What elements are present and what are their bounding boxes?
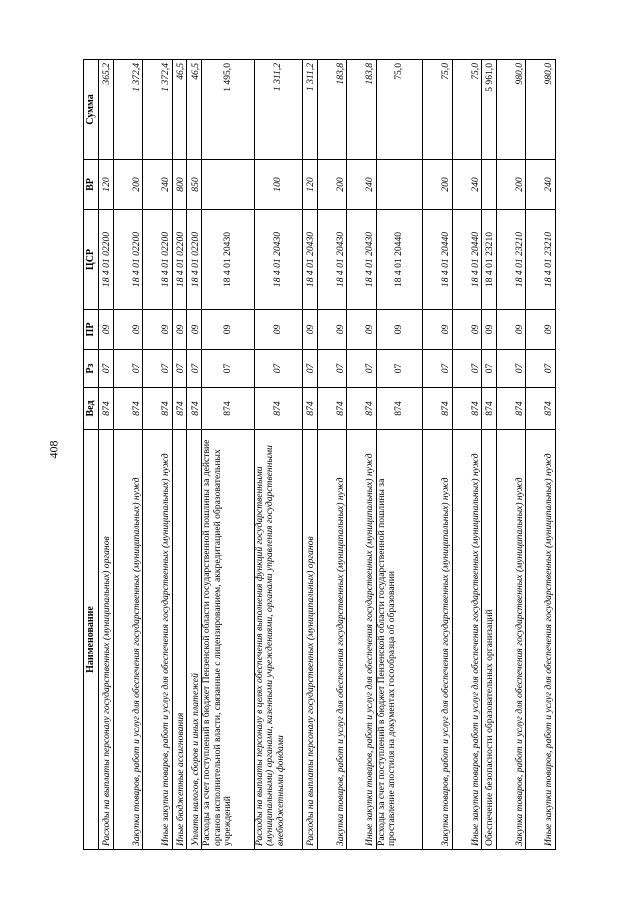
table-row bbox=[99, 60, 114, 850]
row-ved: 874 bbox=[423, 388, 452, 430]
row-rz: 07 bbox=[526, 350, 556, 388]
row-pr: 09 bbox=[376, 310, 422, 350]
row-sum: 1 372,4 bbox=[113, 60, 142, 160]
table-row bbox=[172, 60, 187, 850]
row-sum: 75,0 bbox=[376, 60, 422, 160]
row-vr: 240 bbox=[347, 160, 376, 210]
row-name: Закупка товаров, работ и услуг для обеспечения государственных (муниципальных) нужд bbox=[423, 430, 452, 850]
row-vr: 800 bbox=[172, 160, 187, 210]
row-csr: 18 4 01 20440 bbox=[376, 210, 422, 310]
row-pr: 09 bbox=[99, 310, 114, 350]
row-ved: 874 bbox=[172, 388, 187, 430]
table-row bbox=[347, 60, 376, 850]
row-rz: 07 bbox=[99, 350, 114, 388]
row-name: Иные закупки товаров, работ и услуг для обеспечения государственных (муниципальных) нужд bbox=[452, 430, 481, 850]
row-name: Иные бюджетные ассигнования bbox=[172, 430, 187, 850]
row-ved: 874 bbox=[143, 388, 172, 430]
row-ved: 874 bbox=[303, 388, 318, 430]
table-row bbox=[113, 60, 142, 850]
row-pr: 09 bbox=[526, 310, 556, 350]
row-vr: 120 bbox=[99, 160, 114, 210]
row-name: Уплата налогов, сборов и иных платежей bbox=[187, 430, 202, 850]
row-vr: 240 bbox=[452, 160, 481, 210]
row-sum: 183,8 bbox=[347, 60, 376, 160]
row-vr: 200 bbox=[496, 160, 525, 210]
row-pr: 09 bbox=[317, 310, 346, 350]
row-vr: 200 bbox=[317, 160, 346, 210]
row-sum: 980,0 bbox=[526, 60, 556, 160]
table-row bbox=[482, 60, 497, 850]
budget-table bbox=[83, 59, 556, 850]
row-sum: 46,5 bbox=[187, 60, 202, 160]
row-rz: 07 bbox=[347, 350, 376, 388]
row-ved: 874 bbox=[99, 388, 114, 430]
row-csr: 18 4 01 02200 bbox=[99, 210, 114, 310]
row-name: Обеспечение безопасности образовательных организаций bbox=[482, 430, 497, 850]
row-sum: 365,2 bbox=[99, 60, 114, 160]
row-pr: 09 bbox=[482, 310, 497, 350]
row-csr: 18 4 01 20430 bbox=[317, 210, 346, 310]
row-name: Расходы за счет поступлений в бюджет Пензенской области государственной пошлины за действие органов исполнительной власти, связанные с лицензированием, аккредитацией образовательных учреждений bbox=[202, 430, 255, 850]
row-rz: 07 bbox=[172, 350, 187, 388]
row-name: Расходы за счет поступлений в бюджет Пензенской области государственной пошлины за проставление апостиля на документах госообразца об образовании bbox=[376, 430, 422, 850]
row-vr: 240 bbox=[143, 160, 172, 210]
row-pr: 09 bbox=[423, 310, 452, 350]
row-pr: 09 bbox=[113, 310, 142, 350]
table-row bbox=[317, 60, 346, 850]
row-rz: 07 bbox=[423, 350, 452, 388]
rotated-page-content bbox=[83, 60, 556, 850]
table-rotation-frame bbox=[83, 60, 556, 850]
table-row bbox=[423, 60, 452, 850]
row-rz: 07 bbox=[496, 350, 525, 388]
row-rz: 07 bbox=[482, 350, 497, 388]
row-csr: 18 4 01 20430 bbox=[202, 210, 255, 310]
table-row bbox=[187, 60, 202, 850]
row-name: Иные закупки товаров, работ и услуг для обеспечения государственных (муниципальных) нужд bbox=[526, 430, 556, 850]
header-name: Наименование bbox=[84, 430, 99, 850]
header-csr: ЦСР bbox=[84, 210, 99, 310]
row-sum: 1 372,4 bbox=[143, 60, 172, 160]
header-vr: ВР bbox=[84, 160, 99, 210]
row-ved: 874 bbox=[482, 388, 497, 430]
page-number: 408 bbox=[46, 440, 61, 459]
row-pr: 09 bbox=[254, 310, 302, 350]
row-sum: 75,0 bbox=[452, 60, 481, 160]
table-row bbox=[376, 60, 422, 850]
row-pr: 09 bbox=[187, 310, 202, 350]
row-sum: 980,0 bbox=[496, 60, 525, 160]
row-name: Расходы на выплаты персоналу в целях обеспечения выполнения функций государственными (муниципальными) органами, казенными учреждениями, органами управления государственными внебюджетными фондами bbox=[254, 430, 302, 850]
header-ved: Вед bbox=[84, 388, 99, 430]
row-name: Расходы на выплаты персоналу государственных (муниципальных) органов bbox=[99, 430, 114, 850]
row-rz: 07 bbox=[113, 350, 142, 388]
row-rz: 07 bbox=[254, 350, 302, 388]
row-csr: 18 4 01 20430 bbox=[254, 210, 302, 310]
row-csr: 18 4 01 23210 bbox=[526, 210, 556, 310]
row-csr: 18 4 01 20430 bbox=[347, 210, 376, 310]
row-vr: 850 bbox=[187, 160, 202, 210]
row-sum: 183,8 bbox=[317, 60, 346, 160]
row-rz: 07 bbox=[202, 350, 255, 388]
header-pr: ПР bbox=[84, 310, 99, 350]
header-sum: Сумма bbox=[84, 60, 99, 160]
header-rz: Рз bbox=[84, 350, 99, 388]
row-csr: 18 4 01 20440 bbox=[452, 210, 481, 310]
table-header-row bbox=[84, 60, 99, 850]
table-row bbox=[303, 60, 318, 850]
row-ved: 874 bbox=[347, 388, 376, 430]
row-vr: 120 bbox=[303, 160, 318, 210]
row-ved: 874 bbox=[376, 388, 422, 430]
row-vr: 200 bbox=[423, 160, 452, 210]
row-csr: 18 4 01 20440 bbox=[423, 210, 452, 310]
row-sum: 75,0 bbox=[423, 60, 452, 160]
row-sum: 5 961,0 bbox=[482, 60, 497, 160]
row-rz: 07 bbox=[187, 350, 202, 388]
table-row bbox=[143, 60, 172, 850]
row-csr: 18 4 01 02200 bbox=[172, 210, 187, 310]
table-row bbox=[254, 60, 302, 850]
row-sum: 46,5 bbox=[172, 60, 187, 160]
row-sum: 1 311,2 bbox=[254, 60, 302, 160]
row-vr: 240 bbox=[526, 160, 556, 210]
row-vr bbox=[376, 160, 422, 210]
row-csr: 18 4 01 23210 bbox=[482, 210, 497, 310]
table-row bbox=[452, 60, 481, 850]
row-vr: 200 bbox=[113, 160, 142, 210]
row-sum: 1 311,2 bbox=[303, 60, 318, 160]
row-rz: 07 bbox=[317, 350, 346, 388]
row-ved: 874 bbox=[317, 388, 346, 430]
row-pr: 09 bbox=[202, 310, 255, 350]
row-name: Закупка товаров, работ и услуг для обеспечения государственных (муниципальных) нужд bbox=[317, 430, 346, 850]
row-ved: 874 bbox=[526, 388, 556, 430]
row-csr: 18 4 01 23210 bbox=[496, 210, 525, 310]
row-pr: 09 bbox=[303, 310, 318, 350]
row-ved: 874 bbox=[187, 388, 202, 430]
row-csr: 18 4 01 02200 bbox=[143, 210, 172, 310]
row-pr: 09 bbox=[347, 310, 376, 350]
row-ved: 874 bbox=[202, 388, 255, 430]
row-name: Закупка товаров, работ и услуг для обеспечения государственных (муниципальных) нужд bbox=[496, 430, 525, 850]
row-rz: 07 bbox=[303, 350, 318, 388]
row-ved: 874 bbox=[254, 388, 302, 430]
row-name: Иные закупки товаров, работ и услуг для обеспечения государственных (муниципальных) нужд bbox=[347, 430, 376, 850]
row-vr bbox=[202, 160, 255, 210]
row-sum: 1 495,0 bbox=[202, 60, 255, 160]
row-name: Расходы на выплаты персоналу государственных (муниципальных) органов bbox=[303, 430, 318, 850]
row-rz: 07 bbox=[376, 350, 422, 388]
row-ved: 874 bbox=[496, 388, 525, 430]
row-pr: 09 bbox=[143, 310, 172, 350]
row-name: Иные закупки товаров, работ и услуг для обеспечения государственных (муниципальных) нужд bbox=[143, 430, 172, 850]
row-pr: 09 bbox=[172, 310, 187, 350]
row-ved: 874 bbox=[113, 388, 142, 430]
row-name: Закупка товаров, работ и услуг для обеспечения государственных (муниципальных) нужд bbox=[113, 430, 142, 850]
table-row bbox=[202, 60, 255, 850]
row-csr: 18 4 01 20430 bbox=[303, 210, 318, 310]
table-row bbox=[526, 60, 556, 850]
row-vr: 100 bbox=[254, 160, 302, 210]
row-vr bbox=[482, 160, 497, 210]
row-pr: 09 bbox=[496, 310, 525, 350]
row-ved: 874 bbox=[452, 388, 481, 430]
row-rz: 07 bbox=[452, 350, 481, 388]
table-row bbox=[496, 60, 525, 850]
row-csr: 18 4 01 02200 bbox=[187, 210, 202, 310]
row-rz: 07 bbox=[143, 350, 172, 388]
row-csr: 18 4 01 02200 bbox=[113, 210, 142, 310]
row-pr: 09 bbox=[452, 310, 481, 350]
